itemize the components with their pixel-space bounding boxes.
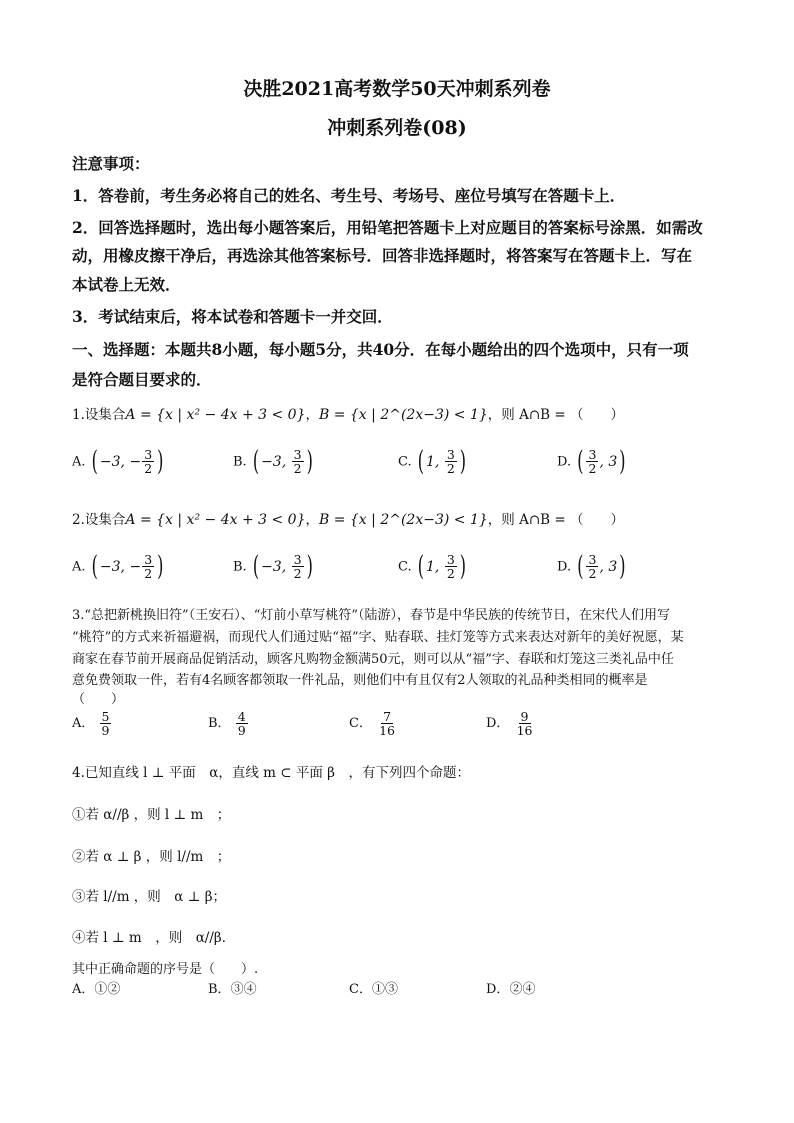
question-3-line-1: 3.“总把新桃换旧符”（王安石）、“灯前小草写桃符”（陆游），春节是中华民族的传统节日，在宋代人们用写 [72, 608, 670, 623]
question-4-option-a[interactable] [72, 978, 120, 997]
question-1-ask: ，则 A∩B = （ ） [487, 407, 624, 423]
option-label: A． [72, 716, 95, 732]
question-3-option-a[interactable] [72, 710, 112, 737]
option-fraction: $\frac{3}{2}$ [588, 552, 597, 582]
question-1-separator: ， [305, 407, 319, 423]
question-2-stem [72, 508, 624, 528]
option-fraction: $\frac{3}{2}$ [446, 447, 455, 477]
question-3-option-c[interactable] [349, 710, 398, 737]
question-1-option-b[interactable]: B. ( −3, $\frac{3}{2}$ ) [233, 443, 313, 477]
question-4-option-d[interactable] [486, 978, 535, 997]
option-text: ①② [94, 982, 121, 997]
option-label: D. [557, 454, 572, 470]
question-1-option-d[interactable]: D. ( $\frac{3}{2}$ , 3 ) [557, 443, 626, 477]
question-2-set-b: B = {x | 2^(2x−3) < 1} [318, 512, 488, 528]
option-text: ③④ [230, 982, 257, 997]
option-label: A． [72, 982, 95, 997]
option-fraction: $\frac{4}{9}$ [237, 709, 246, 739]
page-subtitle: 冲刺系列卷(08) [327, 117, 467, 139]
option-left: 1, [426, 558, 444, 575]
option-label: A. [72, 454, 86, 470]
notes-item-3: 3．考试结束后，将本试卷和答题卡一并交回． [72, 307, 393, 326]
question-4-ask: 其中正确命题的序号是（ ）. [72, 962, 259, 977]
question-3-option-d[interactable] [486, 710, 535, 737]
question-4-proposition-1: ①若 α//β ，则 l ⊥ m ； [72, 807, 231, 823]
question-4-proposition-4: ④若 l ⊥ m ，则 α//β． [72, 930, 236, 946]
question-2-set-a: A = {x | x² − 4x + 3 < 0} [125, 512, 306, 528]
option-left: −3, − [99, 558, 142, 575]
question-2-ask: ，则 A∩B = （ ） [487, 512, 624, 528]
option-left: −3, − [99, 453, 142, 470]
question-2-prefix: 2.设集合 [72, 512, 126, 528]
section-heading-line-2: 是符合题目要求的． [72, 370, 212, 389]
option-right: , 3 [599, 558, 618, 575]
question-2-option-a[interactable]: A. ( −3, − $\frac{3}{2}$ ) [72, 548, 164, 582]
question-3-line-4: 意免费领取一件，若有4名顾客都领取一件礼品，则他们中有且仅有2人领取的礼品种类相同的概率是 [72, 673, 648, 688]
question-1-prefix: 1.设集合 [72, 407, 126, 423]
option-left: 1, [426, 453, 444, 470]
question-4-option-c[interactable] [349, 978, 398, 997]
question-4-proposition-2: ②若 α ⊥ β ，则 l//m ； [72, 849, 231, 865]
option-fraction: $\frac{3}{2}$ [588, 447, 597, 477]
option-fraction: $\frac{3}{2}$ [144, 552, 153, 582]
question-1-set-b: B = {x | 2^(2x−3) < 1} [318, 407, 488, 423]
question-3-line-5: （ ） [72, 692, 125, 707]
option-label: B. [233, 559, 247, 575]
option-fraction: $\frac{3}{2}$ [144, 447, 153, 477]
notes-item-2-line-3: 本试卷上无效． [72, 275, 181, 294]
question-1-option-a[interactable]: A. ( −3, − $\frac{3}{2}$ ) [72, 443, 164, 477]
option-fraction: $\frac{9}{16}$ [516, 709, 533, 739]
option-label: A. [72, 559, 86, 575]
option-fraction: $\frac{7}{16}$ [379, 709, 395, 739]
option-fraction: $\frac{5}{9}$ [101, 709, 110, 739]
question-4-stem: 4.已知直线 l ⊥ 平面 α，直线 m ⊂ 平面 β ，有下列四个命题： [72, 765, 470, 781]
option-label: B． [208, 982, 231, 997]
question-3-option-b[interactable] [208, 710, 249, 737]
option-label: B． [208, 716, 231, 732]
question-3-line-2: “桃符”的方式来祈福避祸，而现代人们通过贴“福”字、贴春联、挂灯笼等方式来表达对新年的美好祝愿，某 [72, 630, 684, 645]
page-title: 决胜2021高考数学50天冲刺系列卷 [243, 78, 551, 100]
question-4-option-b[interactable] [208, 978, 257, 997]
option-label: D． [486, 716, 510, 732]
question-2-separator: ， [305, 512, 319, 528]
option-left: −3, [261, 558, 291, 575]
notes-item-2-line-1: 2．回答选择题时，选出每小题答案后，用铅笔把答题卡上对应题目的答案标号涂黑．如需改 [72, 218, 703, 237]
notes-heading: 注意事项： [72, 154, 150, 173]
question-4-proposition-3: ③若 l//m ，则 α ⊥ β； [72, 889, 226, 905]
question-2-option-d[interactable]: D. ( $\frac{3}{2}$ , 3 ) [557, 548, 626, 582]
section-heading-line-1: 一、选择题：本题共8小题，每小题5分，共40分．在每小题给出的四个选项中，只有一项 [72, 340, 689, 359]
question-2-option-b[interactable]: B. ( −3, $\frac{3}{2}$ ) [233, 548, 313, 582]
option-left: −3, [261, 453, 291, 470]
question-1-stem [72, 403, 624, 423]
option-fraction: $\frac{3}{2}$ [293, 447, 302, 477]
option-text: ②④ [509, 982, 536, 997]
question-1-set-a: A = {x | x² − 4x + 3 < 0} [125, 407, 306, 423]
option-right: , 3 [599, 453, 618, 470]
option-fraction: $\frac{3}{2}$ [293, 552, 302, 582]
option-label: D. [557, 559, 572, 575]
notes-item-1: 1．答卷前，考生务必将自己的姓名、考生号、考场号、座位号填写在答题卡上． [72, 186, 626, 205]
question-2-option-c[interactable]: C. ( 1, $\frac{3}{2}$ ) [398, 548, 467, 582]
option-label: C． [349, 982, 372, 997]
notes-item-2-line-2: 动，用橡皮擦干净后，再选涂其他答案标号．回答非选择题时，将答案写在答题卡上．写在 [72, 246, 693, 265]
option-fraction: $\frac{3}{2}$ [446, 552, 455, 582]
option-label: B. [233, 454, 247, 470]
option-text: ①③ [371, 982, 398, 997]
option-label: C． [349, 716, 372, 732]
option-label: D． [486, 982, 510, 997]
option-label: C. [398, 454, 412, 470]
question-3-line-3: 商家在春节前开展商品促销活动，顾客凡购物金额满50元，则可以从“福”字、春联和灯笼这三类礼品中任 [72, 652, 674, 667]
option-label: C. [398, 559, 412, 575]
question-1-option-c[interactable]: C. ( 1, $\frac{3}{2}$ ) [398, 443, 467, 477]
